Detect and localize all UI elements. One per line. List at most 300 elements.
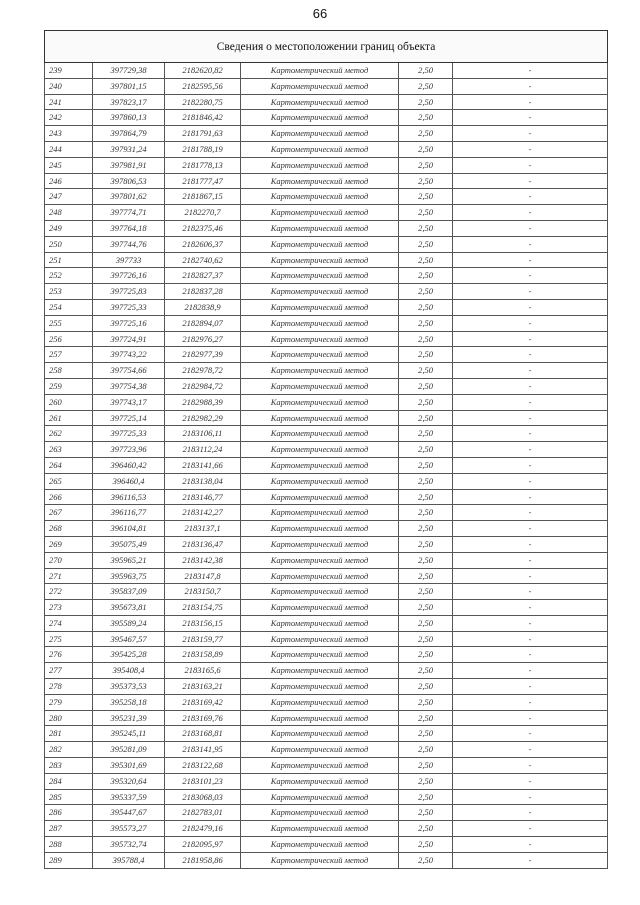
method-cell: Картометрический метод xyxy=(241,457,399,473)
y-coordinate-cell: 2182375,46 xyxy=(165,220,241,236)
description-cell: - xyxy=(453,189,608,205)
table-row xyxy=(45,157,608,173)
point-number-cell: 258 xyxy=(45,363,93,379)
method-cell: Картометрический метод xyxy=(241,189,399,205)
accuracy-cell: 2,50 xyxy=(399,758,453,774)
accuracy-cell: 2,50 xyxy=(399,805,453,821)
description-cell: - xyxy=(453,694,608,710)
table-row xyxy=(45,584,608,600)
y-coordinate-cell: 2183159,77 xyxy=(165,631,241,647)
y-coordinate-cell: 2181958,86 xyxy=(165,852,241,868)
table-row xyxy=(45,758,608,774)
y-coordinate-cell: 2183141,66 xyxy=(165,457,241,473)
method-cell: Картометрический метод xyxy=(241,694,399,710)
y-coordinate-cell: 2183156,15 xyxy=(165,615,241,631)
accuracy-cell: 2,50 xyxy=(399,94,453,110)
method-cell: Картометрический метод xyxy=(241,521,399,537)
method-cell: Картометрический метод xyxy=(241,63,399,79)
table-row xyxy=(45,552,608,568)
table-row xyxy=(45,789,608,805)
y-coordinate-cell: 2183122,68 xyxy=(165,758,241,774)
point-number-cell: 262 xyxy=(45,426,93,442)
y-coordinate-cell: 2182838,9 xyxy=(165,299,241,315)
method-cell: Картометрический метод xyxy=(241,600,399,616)
x-coordinate-cell: 395837,09 xyxy=(93,584,165,600)
description-cell: - xyxy=(453,268,608,284)
description-cell: - xyxy=(453,347,608,363)
accuracy-cell: 2,50 xyxy=(399,584,453,600)
method-cell: Картометрический метод xyxy=(241,837,399,853)
description-cell: - xyxy=(453,394,608,410)
table-row xyxy=(45,268,608,284)
method-cell: Картометрический метод xyxy=(241,647,399,663)
description-cell: - xyxy=(453,94,608,110)
accuracy-cell: 2,50 xyxy=(399,852,453,868)
accuracy-cell: 2,50 xyxy=(399,710,453,726)
y-coordinate-cell: 2182479,16 xyxy=(165,821,241,837)
x-coordinate-cell: 395075,49 xyxy=(93,536,165,552)
description-cell: - xyxy=(453,157,608,173)
x-coordinate-cell: 397774,71 xyxy=(93,205,165,221)
point-number-cell: 248 xyxy=(45,205,93,221)
table-row xyxy=(45,252,608,268)
table-row xyxy=(45,710,608,726)
table-row xyxy=(45,837,608,853)
point-number-cell: 251 xyxy=(45,252,93,268)
point-number-cell: 287 xyxy=(45,821,93,837)
description-cell: - xyxy=(453,205,608,221)
point-number-cell: 256 xyxy=(45,331,93,347)
x-coordinate-cell: 397725,33 xyxy=(93,426,165,442)
accuracy-cell: 2,50 xyxy=(399,252,453,268)
accuracy-cell: 2,50 xyxy=(399,837,453,853)
table-row xyxy=(45,473,608,489)
accuracy-cell: 2,50 xyxy=(399,552,453,568)
table-header-row xyxy=(45,31,608,63)
description-cell: - xyxy=(453,220,608,236)
x-coordinate-cell: 397864,79 xyxy=(93,126,165,142)
y-coordinate-cell: 2183165,6 xyxy=(165,663,241,679)
table-row xyxy=(45,299,608,315)
accuracy-cell: 2,50 xyxy=(399,615,453,631)
description-cell: - xyxy=(453,78,608,94)
description-cell: - xyxy=(453,331,608,347)
x-coordinate-cell: 395425,28 xyxy=(93,647,165,663)
x-coordinate-cell: 397733 xyxy=(93,252,165,268)
method-cell: Картометрический метод xyxy=(241,726,399,742)
table-row xyxy=(45,489,608,505)
x-coordinate-cell: 397801,62 xyxy=(93,189,165,205)
accuracy-cell: 2,50 xyxy=(399,821,453,837)
method-cell: Картометрический метод xyxy=(241,236,399,252)
table-row xyxy=(45,742,608,758)
x-coordinate-cell: 395788,4 xyxy=(93,852,165,868)
y-coordinate-cell: 2183142,27 xyxy=(165,505,241,521)
x-coordinate-cell: 395447,67 xyxy=(93,805,165,821)
table-row xyxy=(45,821,608,837)
method-cell: Картометрический метод xyxy=(241,536,399,552)
description-cell: - xyxy=(453,141,608,157)
point-number-cell: 257 xyxy=(45,347,93,363)
point-number-cell: 254 xyxy=(45,299,93,315)
point-number-cell: 288 xyxy=(45,837,93,853)
method-cell: Картометрический метод xyxy=(241,299,399,315)
method-cell: Картометрический метод xyxy=(241,110,399,126)
point-number-cell: 264 xyxy=(45,457,93,473)
x-coordinate-cell: 397723,96 xyxy=(93,442,165,458)
page-number: 66 xyxy=(312,6,328,21)
y-coordinate-cell: 2183146,77 xyxy=(165,489,241,505)
method-cell: Картометрический метод xyxy=(241,742,399,758)
y-coordinate-cell: 2182978,72 xyxy=(165,363,241,379)
accuracy-cell: 2,50 xyxy=(399,363,453,379)
table-row xyxy=(45,410,608,426)
accuracy-cell: 2,50 xyxy=(399,126,453,142)
table-row xyxy=(45,394,608,410)
table-row xyxy=(45,663,608,679)
y-coordinate-cell: 2182837,28 xyxy=(165,284,241,300)
x-coordinate-cell: 395245,11 xyxy=(93,726,165,742)
accuracy-cell: 2,50 xyxy=(399,631,453,647)
accuracy-cell: 2,50 xyxy=(399,742,453,758)
description-cell: - xyxy=(453,821,608,837)
table-row xyxy=(45,615,608,631)
description-cell: - xyxy=(453,473,608,489)
x-coordinate-cell: 397725,83 xyxy=(93,284,165,300)
description-cell: - xyxy=(453,110,608,126)
y-coordinate-cell: 2182977,39 xyxy=(165,347,241,363)
y-coordinate-cell: 2183137,1 xyxy=(165,521,241,537)
accuracy-cell: 2,50 xyxy=(399,536,453,552)
method-cell: Картометрический метод xyxy=(241,410,399,426)
accuracy-cell: 2,50 xyxy=(399,505,453,521)
description-cell: - xyxy=(453,378,608,394)
x-coordinate-cell: 397724,91 xyxy=(93,331,165,347)
point-number-cell: 279 xyxy=(45,694,93,710)
x-coordinate-cell: 397764,18 xyxy=(93,220,165,236)
method-cell: Картометрический метод xyxy=(241,789,399,805)
method-cell: Картометрический метод xyxy=(241,173,399,189)
accuracy-cell: 2,50 xyxy=(399,236,453,252)
accuracy-cell: 2,50 xyxy=(399,299,453,315)
description-cell: - xyxy=(453,631,608,647)
method-cell: Картометрический метод xyxy=(241,126,399,142)
y-coordinate-cell: 2183168,81 xyxy=(165,726,241,742)
point-number-cell: 240 xyxy=(45,78,93,94)
table-row xyxy=(45,331,608,347)
table-row xyxy=(45,457,608,473)
method-cell: Картометрический метод xyxy=(241,821,399,837)
y-coordinate-cell: 2182976,27 xyxy=(165,331,241,347)
y-coordinate-cell: 2181777,47 xyxy=(165,173,241,189)
description-cell: - xyxy=(453,773,608,789)
table-row xyxy=(45,141,608,157)
description-cell: - xyxy=(453,536,608,552)
method-cell: Картометрический метод xyxy=(241,584,399,600)
table-row xyxy=(45,631,608,647)
description-cell: - xyxy=(453,726,608,742)
method-cell: Картометрический метод xyxy=(241,663,399,679)
accuracy-cell: 2,50 xyxy=(399,347,453,363)
y-coordinate-cell: 2183101,23 xyxy=(165,773,241,789)
x-coordinate-cell: 396116,53 xyxy=(93,489,165,505)
accuracy-cell: 2,50 xyxy=(399,600,453,616)
x-coordinate-cell: 395467,57 xyxy=(93,631,165,647)
point-number-cell: 284 xyxy=(45,773,93,789)
accuracy-cell: 2,50 xyxy=(399,220,453,236)
point-number-cell: 249 xyxy=(45,220,93,236)
description-cell: - xyxy=(453,126,608,142)
table-row xyxy=(45,679,608,695)
y-coordinate-cell: 2182620,82 xyxy=(165,63,241,79)
description-cell: - xyxy=(453,63,608,79)
accuracy-cell: 2,50 xyxy=(399,679,453,695)
method-cell: Картометрический метод xyxy=(241,394,399,410)
table-row xyxy=(45,378,608,394)
table-row xyxy=(45,126,608,142)
description-cell: - xyxy=(453,647,608,663)
x-coordinate-cell: 396460,4 xyxy=(93,473,165,489)
description-cell: - xyxy=(453,663,608,679)
method-cell: Картометрический метод xyxy=(241,773,399,789)
y-coordinate-cell: 2181867,15 xyxy=(165,189,241,205)
point-number-cell: 261 xyxy=(45,410,93,426)
description-cell: - xyxy=(453,173,608,189)
point-number-cell: 277 xyxy=(45,663,93,679)
point-number-cell: 278 xyxy=(45,679,93,695)
method-cell: Картометрический метод xyxy=(241,710,399,726)
x-coordinate-cell: 395258,18 xyxy=(93,694,165,710)
accuracy-cell: 2,50 xyxy=(399,205,453,221)
table-row xyxy=(45,694,608,710)
method-cell: Картометрический метод xyxy=(241,315,399,331)
table-row xyxy=(45,568,608,584)
accuracy-cell: 2,50 xyxy=(399,789,453,805)
x-coordinate-cell: 397743,22 xyxy=(93,347,165,363)
description-cell: - xyxy=(453,299,608,315)
y-coordinate-cell: 2182783,01 xyxy=(165,805,241,821)
table-row xyxy=(45,647,608,663)
x-coordinate-cell: 395281,09 xyxy=(93,742,165,758)
y-coordinate-cell: 2183112,24 xyxy=(165,442,241,458)
point-number-cell: 265 xyxy=(45,473,93,489)
method-cell: Картометрический метод xyxy=(241,252,399,268)
table-row xyxy=(45,426,608,442)
method-cell: Картометрический метод xyxy=(241,378,399,394)
method-cell: Картометрический метод xyxy=(241,268,399,284)
table-body xyxy=(45,63,608,869)
x-coordinate-cell: 397729,38 xyxy=(93,63,165,79)
description-cell: - xyxy=(453,442,608,458)
y-coordinate-cell: 2182984,72 xyxy=(165,378,241,394)
table-row xyxy=(45,852,608,868)
method-cell: Картометрический метод xyxy=(241,679,399,695)
method-cell: Картометрический метод xyxy=(241,615,399,631)
method-cell: Картометрический метод xyxy=(241,363,399,379)
table-row xyxy=(45,78,608,94)
point-number-cell: 239 xyxy=(45,63,93,79)
point-number-cell: 281 xyxy=(45,726,93,742)
description-cell: - xyxy=(453,710,608,726)
y-coordinate-cell: 2183068,03 xyxy=(165,789,241,805)
point-number-cell: 244 xyxy=(45,141,93,157)
accuracy-cell: 2,50 xyxy=(399,568,453,584)
accuracy-cell: 2,50 xyxy=(399,410,453,426)
method-cell: Картометрический метод xyxy=(241,94,399,110)
x-coordinate-cell: 397744,76 xyxy=(93,236,165,252)
accuracy-cell: 2,50 xyxy=(399,157,453,173)
y-coordinate-cell: 2183138,04 xyxy=(165,473,241,489)
accuracy-cell: 2,50 xyxy=(399,773,453,789)
table-row xyxy=(45,536,608,552)
y-coordinate-cell: 2183147,8 xyxy=(165,568,241,584)
method-cell: Картометрический метод xyxy=(241,505,399,521)
description-cell: - xyxy=(453,426,608,442)
table-row xyxy=(45,236,608,252)
boundary-coordinates-table xyxy=(44,30,608,869)
description-cell: - xyxy=(453,236,608,252)
description-cell: - xyxy=(453,568,608,584)
x-coordinate-cell: 397743,17 xyxy=(93,394,165,410)
table-row xyxy=(45,63,608,79)
table-row xyxy=(45,94,608,110)
description-cell: - xyxy=(453,410,608,426)
y-coordinate-cell: 2183136,47 xyxy=(165,536,241,552)
y-coordinate-cell: 2182595,56 xyxy=(165,78,241,94)
accuracy-cell: 2,50 xyxy=(399,457,453,473)
point-number-cell: 274 xyxy=(45,615,93,631)
accuracy-cell: 2,50 xyxy=(399,442,453,458)
point-number-cell: 282 xyxy=(45,742,93,758)
description-cell: - xyxy=(453,600,608,616)
point-number-cell: 245 xyxy=(45,157,93,173)
description-cell: - xyxy=(453,489,608,505)
x-coordinate-cell: 396460,42 xyxy=(93,457,165,473)
table-row xyxy=(45,805,608,821)
description-cell: - xyxy=(453,679,608,695)
point-number-cell: 260 xyxy=(45,394,93,410)
table-row xyxy=(45,284,608,300)
x-coordinate-cell: 395965,21 xyxy=(93,552,165,568)
description-cell: - xyxy=(453,789,608,805)
point-number-cell: 247 xyxy=(45,189,93,205)
point-number-cell: 270 xyxy=(45,552,93,568)
description-cell: - xyxy=(453,363,608,379)
table-title: Сведения о местоположении границ объекта xyxy=(45,31,608,63)
table-row xyxy=(45,220,608,236)
point-number-cell: 275 xyxy=(45,631,93,647)
x-coordinate-cell: 395573,27 xyxy=(93,821,165,837)
table-row xyxy=(45,315,608,331)
accuracy-cell: 2,50 xyxy=(399,268,453,284)
x-coordinate-cell: 395732,74 xyxy=(93,837,165,853)
point-number-cell: 285 xyxy=(45,789,93,805)
method-cell: Картометрический метод xyxy=(241,568,399,584)
description-cell: - xyxy=(453,805,608,821)
x-coordinate-cell: 395301,69 xyxy=(93,758,165,774)
method-cell: Картометрический метод xyxy=(241,205,399,221)
point-number-cell: 271 xyxy=(45,568,93,584)
accuracy-cell: 2,50 xyxy=(399,284,453,300)
y-coordinate-cell: 2181846,42 xyxy=(165,110,241,126)
point-number-cell: 241 xyxy=(45,94,93,110)
method-cell: Картометрический метод xyxy=(241,284,399,300)
y-coordinate-cell: 2182894,07 xyxy=(165,315,241,331)
x-coordinate-cell: 395320,64 xyxy=(93,773,165,789)
y-coordinate-cell: 2182606,37 xyxy=(165,236,241,252)
x-coordinate-cell: 397725,33 xyxy=(93,299,165,315)
x-coordinate-cell: 397981,91 xyxy=(93,157,165,173)
accuracy-cell: 2,50 xyxy=(399,489,453,505)
method-cell: Картометрический метод xyxy=(241,426,399,442)
table-row xyxy=(45,600,608,616)
x-coordinate-cell: 397860,13 xyxy=(93,110,165,126)
method-cell: Картометрический метод xyxy=(241,473,399,489)
table-row xyxy=(45,347,608,363)
boundary-table-wrapper xyxy=(44,30,607,869)
y-coordinate-cell: 2183169,76 xyxy=(165,710,241,726)
point-number-cell: 243 xyxy=(45,126,93,142)
accuracy-cell: 2,50 xyxy=(399,110,453,126)
point-number-cell: 253 xyxy=(45,284,93,300)
x-coordinate-cell: 395963,75 xyxy=(93,568,165,584)
point-number-cell: 259 xyxy=(45,378,93,394)
x-coordinate-cell: 395373,53 xyxy=(93,679,165,695)
y-coordinate-cell: 2182827,37 xyxy=(165,268,241,284)
accuracy-cell: 2,50 xyxy=(399,426,453,442)
description-cell: - xyxy=(453,852,608,868)
y-coordinate-cell: 2181788,19 xyxy=(165,141,241,157)
x-coordinate-cell: 397931,24 xyxy=(93,141,165,157)
table-row xyxy=(45,205,608,221)
accuracy-cell: 2,50 xyxy=(399,331,453,347)
x-coordinate-cell: 397806,53 xyxy=(93,173,165,189)
table-row xyxy=(45,442,608,458)
x-coordinate-cell: 395589,24 xyxy=(93,615,165,631)
accuracy-cell: 2,50 xyxy=(399,173,453,189)
table-row xyxy=(45,505,608,521)
description-cell: - xyxy=(453,758,608,774)
table-row xyxy=(45,173,608,189)
description-cell: - xyxy=(453,615,608,631)
accuracy-cell: 2,50 xyxy=(399,63,453,79)
y-coordinate-cell: 2182280,75 xyxy=(165,94,241,110)
y-coordinate-cell: 2183106,11 xyxy=(165,426,241,442)
accuracy-cell: 2,50 xyxy=(399,78,453,94)
method-cell: Картометрический метод xyxy=(241,552,399,568)
x-coordinate-cell: 395673,81 xyxy=(93,600,165,616)
description-cell: - xyxy=(453,837,608,853)
point-number-cell: 268 xyxy=(45,521,93,537)
description-cell: - xyxy=(453,742,608,758)
y-coordinate-cell: 2182982,29 xyxy=(165,410,241,426)
y-coordinate-cell: 2182270,7 xyxy=(165,205,241,221)
accuracy-cell: 2,50 xyxy=(399,694,453,710)
x-coordinate-cell: 396104,81 xyxy=(93,521,165,537)
description-cell: - xyxy=(453,252,608,268)
y-coordinate-cell: 2183154,75 xyxy=(165,600,241,616)
table-row xyxy=(45,773,608,789)
description-cell: - xyxy=(453,584,608,600)
x-coordinate-cell: 397726,16 xyxy=(93,268,165,284)
method-cell: Картометрический метод xyxy=(241,631,399,647)
x-coordinate-cell: 397725,16 xyxy=(93,315,165,331)
accuracy-cell: 2,50 xyxy=(399,663,453,679)
point-number-cell: 280 xyxy=(45,710,93,726)
y-coordinate-cell: 2182740,62 xyxy=(165,252,241,268)
point-number-cell: 266 xyxy=(45,489,93,505)
y-coordinate-cell: 2183141,95 xyxy=(165,742,241,758)
